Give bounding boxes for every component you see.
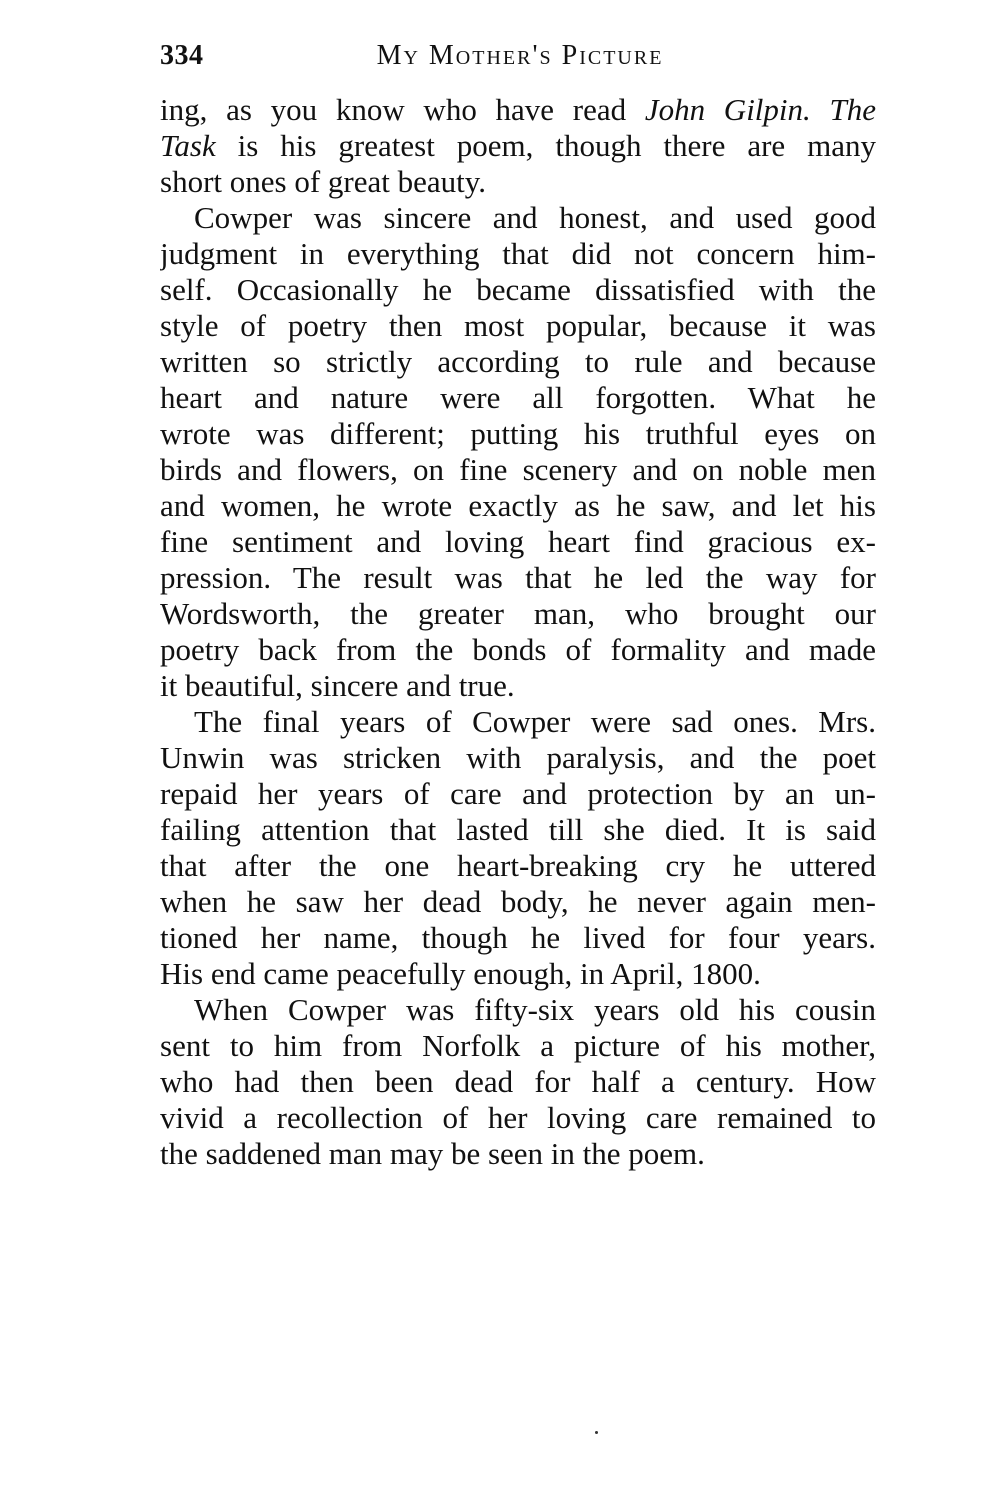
paragraph [160, 704, 876, 992]
text-line: poetry back from the bonds of formality and made [160, 632, 876, 667]
italic-title: Task [160, 128, 216, 163]
text-line: sent to him from Norfolk a picture of his mother, [160, 1028, 876, 1063]
text-line: vivid a recollection of her loving care remained to [160, 1100, 876, 1135]
text-line: birds and flowers, on fine scenery and on noble men [160, 452, 876, 487]
text-line: written so strictly according to rule and because [160, 344, 876, 379]
text-line: pression. The result was that he led the way for [160, 560, 876, 595]
italic-title: The [829, 92, 876, 127]
text-line: The final years of Cowper were sad ones. Mrs. [194, 704, 876, 739]
text-line: when he saw her dead body, he never again men- [160, 884, 876, 919]
text-line: Cowper was sincere and honest, and used good [194, 200, 876, 235]
page-number: 334 [160, 40, 204, 71]
text-line: and women, he wrote exactly as he saw, and let his [160, 488, 876, 523]
text-line: Unwin was stricken with paralysis, and the poet [160, 740, 876, 775]
text-line: judgment in everything that did not concern him- [160, 236, 876, 271]
text-line: who had then been dead for half a century. How [160, 1064, 876, 1099]
text-line: short ones of great beauty. [160, 164, 486, 199]
text-line: it beautiful, sincere and true. [160, 668, 515, 703]
text-line: self. Occasionally he became dissatisfied with the [160, 272, 876, 307]
text-line: When Cowper was fifty-six years old his cousin [194, 992, 876, 1027]
text-line: tioned her name, though he lived for four years. [160, 920, 876, 955]
text-line: ing, as you know who have read John Gilpin. The [160, 92, 876, 127]
text-line: failing attention that lasted till she died. It is said [160, 812, 876, 847]
text-line: repaid her years of care and protection by an un- [160, 776, 876, 811]
paragraph [160, 200, 876, 704]
print-speck [595, 1431, 598, 1434]
text-line: Task is his greatest poem, though there are many [160, 128, 876, 163]
page-header [160, 40, 880, 80]
text-line: heart and nature were all forgotten. What he [160, 380, 876, 415]
text-line: fine sentiment and loving heart find gracious ex- [160, 524, 876, 559]
paragraph [160, 92, 876, 200]
text-line: Wordsworth, the greater man, who brought our [160, 596, 876, 631]
italic-title: John Gilpin. [644, 92, 811, 127]
text-line: that after the one heart-breaking cry he uttered [160, 848, 876, 883]
body-text [160, 92, 876, 1172]
paragraph [160, 992, 876, 1172]
text-line: wrote was different; putting his truthful eyes on [160, 416, 876, 451]
running-title: My Mother's Picture [376, 40, 664, 71]
text-line: style of poetry then most popular, because it was [160, 308, 876, 343]
text-line: His end came peacefully enough, in April, 1800. [160, 956, 761, 991]
text-line: the saddened man may be seen in the poem. [160, 1136, 705, 1171]
